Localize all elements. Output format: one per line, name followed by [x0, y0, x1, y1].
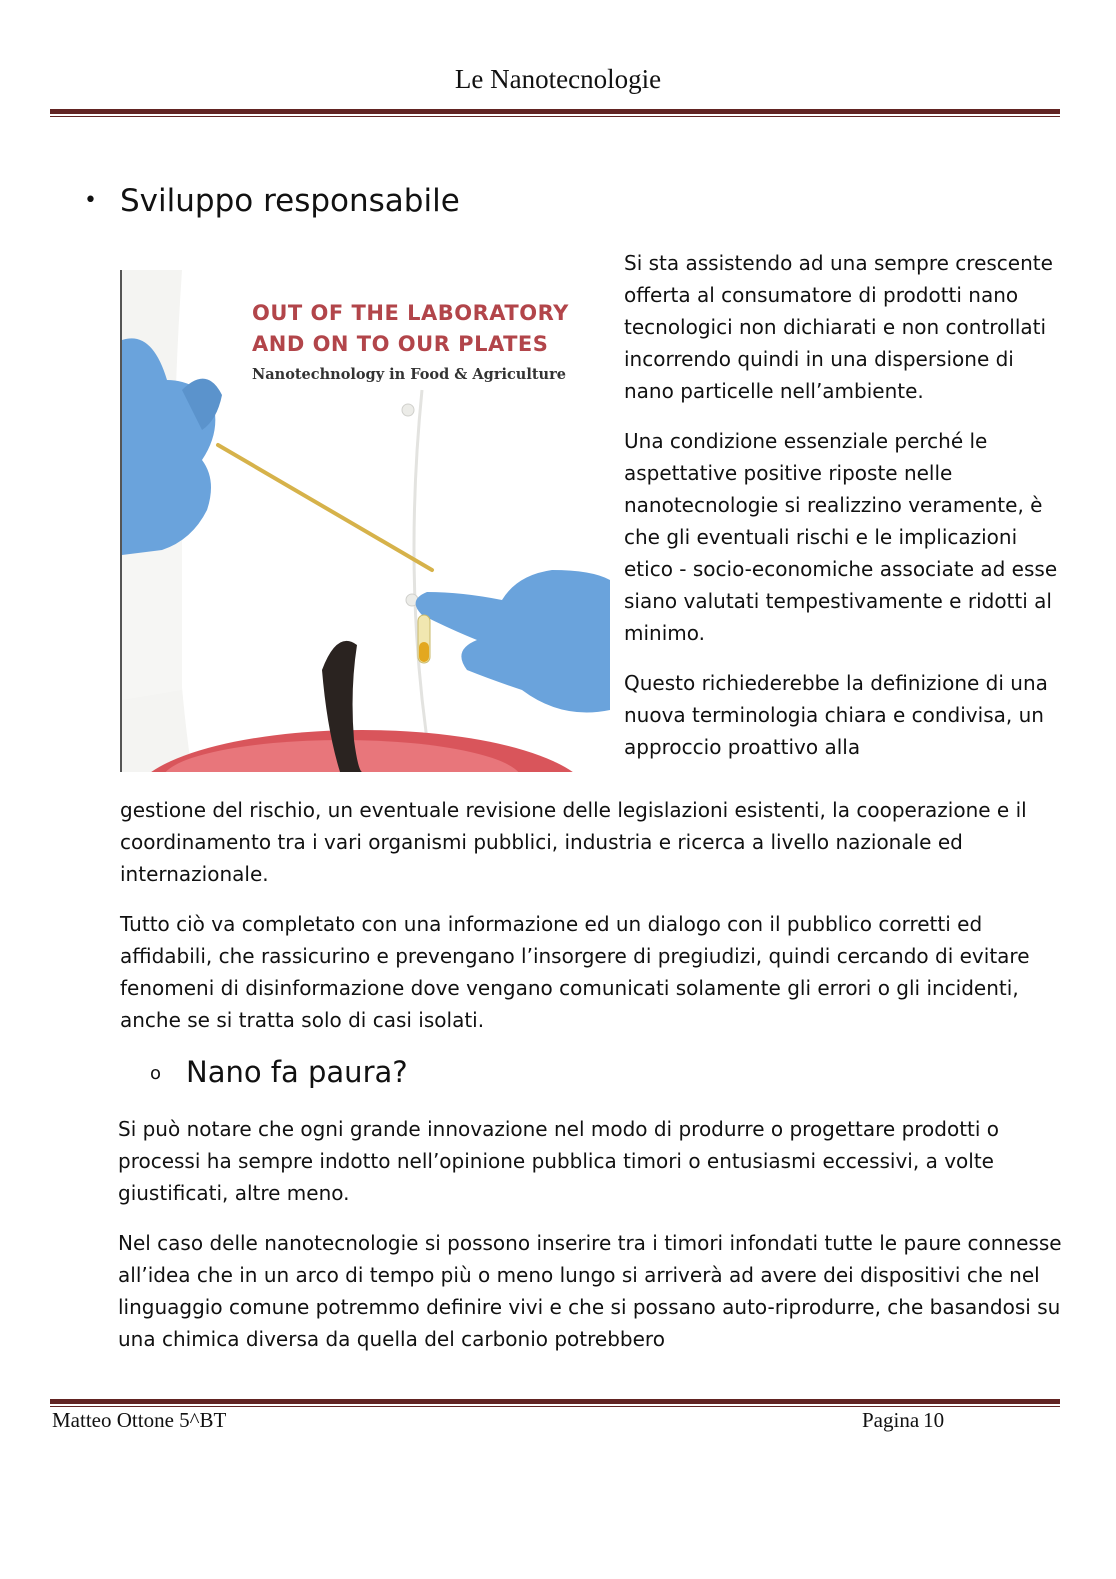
vial-liquid	[419, 642, 429, 662]
paragraph: Si può notare che ogni grande innovazione nel modo di produrre o progettare prodotti o processi ha sempre indotto nell’opinione pubblica timori o entusiasmi eccessivi, a volte giustificati, altre meno.	[118, 1117, 1000, 1205]
book-cover-image	[120, 270, 610, 772]
left-sleeve	[122, 530, 182, 700]
side-column-text	[624, 247, 1064, 781]
subsection-heading-nano-fa-paura	[150, 1055, 408, 1089]
paragraph: Si sta assistendo ad una sempre crescente offerta al consumatore di prodotti nano tecnologici non dichiarati e non controllati incorrendo quindi in una dispersione di nano particelle nell’ambiente.	[624, 251, 1053, 403]
paragraph: Nel caso delle nanotecnologie si possono inserire tra i timori infondati tutte le paure connesse all’idea che in un arco di tempo più o meno lungo si arriverà ad avere dei dispositivi che nel linguaggio comune potremmo definire vivi e che si possano auto-riprodurre, che basandosi su una chimica diversa da quella del carbonio potrebbero	[118, 1231, 1062, 1351]
paragraph: Una condizione essenziale perché le aspettative positive riposte nelle nanotecnologie si realizzino veramente, è che gli eventuali rischi e le implicazioni etico - socio-economiche associate ad esse siano valutati tempestivamente e ridotti al minimo.	[624, 429, 1058, 645]
footer-author: Matteo Ottone 5^BT	[52, 1408, 227, 1432]
footer-page-number	[862, 1408, 944, 1433]
circle-bullet-icon: o	[150, 1063, 162, 1084]
bullet-icon: •	[84, 188, 97, 213]
paragraph: Questo richiederebbe la definizione di una nuova terminologia chiara e condivisa, un approccio proattivo alla	[624, 671, 1048, 759]
section-heading-sviluppo	[84, 183, 460, 219]
cover-title-line-1: OUT OF THE LABORATORY	[252, 301, 569, 325]
cover-subtitle: Nanotechnology in Food & Agriculture	[252, 366, 566, 383]
paragraph-continuation	[120, 794, 1070, 908]
section-title: Sviluppo responsabile	[120, 183, 460, 219]
header-rule	[50, 109, 1060, 117]
running-header: Le Nanotecnologie	[454, 64, 662, 94]
cover-title-line-2: AND ON TO OUR PLATES	[252, 332, 549, 356]
footer-rule	[50, 1399, 1060, 1407]
paragraph-block	[120, 908, 1070, 1054]
cover-title	[252, 298, 582, 360]
coat-button	[402, 404, 414, 416]
paragraph: Tutto ciò va completato con una informazione ed un dialogo con il pubblico corretti ed affidabili, che rassicurino e prevengano l’insorgere di pregiudizi, quindi cercando di evitare fenomeni di disinformazione dove vengano comunicati solamente gli errori o gli incidenti, anche se si tratta solo di casi isolati.	[120, 912, 1030, 1032]
page-number: 10	[923, 1408, 945, 1432]
paragraph: gestione del rischio, un eventuale revisione delle legislazioni esistenti, la cooperazione e il coordinamento tra i vari organismi pubblici, industria e ricerca a livello nazionale ed internazionale.	[120, 798, 1027, 886]
subsection-title: Nano fa paura?	[186, 1055, 408, 1089]
page-label: Pagina	[862, 1408, 920, 1432]
subsection-body	[118, 1113, 1068, 1373]
